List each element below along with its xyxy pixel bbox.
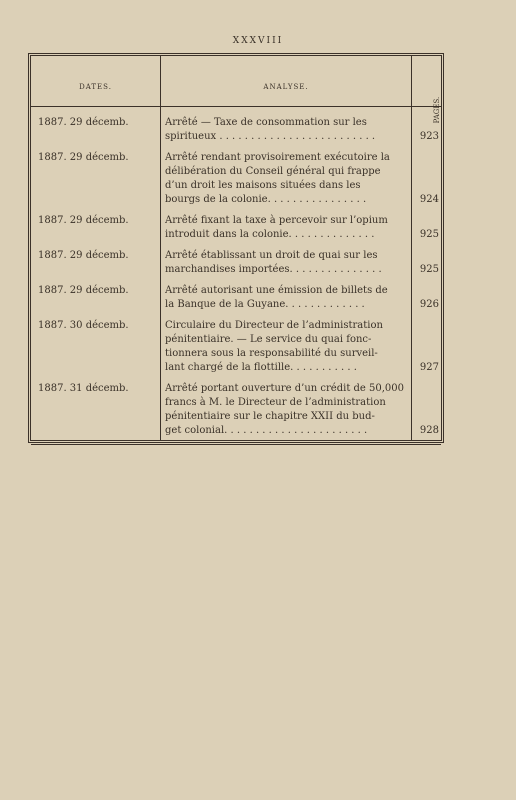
analysis-line: d’un droit les maisons situées dans les xyxy=(165,180,361,191)
analysis-line: délibération du Conseil général qui frappe xyxy=(165,166,381,177)
table-row xyxy=(31,319,441,375)
page-cell: 925 xyxy=(419,264,439,275)
analysis-line: Arrêté — Taxe de consommation sur les xyxy=(165,117,367,128)
dates-column-header: DATES. xyxy=(79,83,112,91)
analysis-line: Circulaire du Directeur de l’administration xyxy=(165,320,383,331)
analysis-cell xyxy=(165,249,407,277)
analysis-cell xyxy=(165,214,407,242)
date-cell: 1887. 29 décemb. xyxy=(38,152,129,163)
date-cell: 1887. 29 décemb. xyxy=(38,215,129,226)
page-cell: 926 xyxy=(419,299,439,310)
table-body xyxy=(31,116,441,445)
date-cell: 1887. 29 décemb. xyxy=(38,285,129,296)
table-row xyxy=(31,284,441,312)
page-cell: 928 xyxy=(419,425,439,436)
table-row xyxy=(31,214,441,242)
analysis-line: bourgs de la colonie. . . . . . . . . . . . . . . . xyxy=(165,194,367,205)
analysis-line: introduit dans la colonie. . . . . . . . . . . . . . xyxy=(165,229,375,240)
analysis-line: pénitentiaire sur le chapitre XXII du bud- xyxy=(165,411,375,422)
page-cell: 925 xyxy=(419,229,439,240)
analysis-line: Arrêté fixant la taxe à percevoir sur l’opium xyxy=(165,215,388,226)
analysis-line: la Banque de la Guyane. . . . . . . . . . . . . xyxy=(165,299,365,310)
date-cell: 1887. 29 décemb. xyxy=(38,250,129,261)
analysis-line: Arrêté portant ouverture d’un crédit de 50,000 xyxy=(165,383,405,394)
page-cell: 923 xyxy=(419,131,439,142)
date-cell: 1887. 29 décemb. xyxy=(38,117,129,128)
table-row xyxy=(31,382,441,438)
analysis-line: Arrêté autorisant une émission de billets de xyxy=(165,285,388,296)
analysis-line: get colonial. . . . . . . . . . . . . . . . . . . . . . . xyxy=(165,425,368,436)
page-number: XXXVIII xyxy=(232,36,284,46)
analysis-line: francs à M. le Directeur de l’administration xyxy=(165,397,386,408)
analysis-line: tionnera sous la responsabilité du surveil- xyxy=(165,348,378,359)
table-row xyxy=(31,249,441,277)
analysis-line: marchandises importées. . . . . . . . . . . . . . . xyxy=(165,264,382,275)
page-cell: 924 xyxy=(419,194,439,205)
pages-column-header: PAGES. xyxy=(433,96,441,124)
analysis-cell xyxy=(165,116,407,144)
analysis-line: Arrêté établissant un droit de quai sur les xyxy=(165,250,378,261)
analysis-cell xyxy=(165,382,407,438)
date-cell: 1887. 31 décemb. xyxy=(38,383,129,394)
analysis-line: pénitentiaire. — Le service du quai fonc- xyxy=(165,334,372,345)
analysis-line: lant chargé de la flottille. . . . . . . . . . . xyxy=(165,362,357,373)
table-row xyxy=(31,151,441,207)
index-table xyxy=(28,53,444,443)
date-cell: 1887. 30 décemb. xyxy=(38,320,129,331)
table-row xyxy=(31,116,441,144)
page-cell: 927 xyxy=(419,362,439,373)
analysis-cell xyxy=(165,319,407,375)
analysis-cell xyxy=(165,151,407,207)
analysis-line: spiritueux . . . . . . . . . . . . . . . . . . . . . . . . . xyxy=(165,131,376,142)
analysis-cell xyxy=(165,284,407,312)
analysis-line: Arrêté rendant provisoirement exécutoire la xyxy=(165,152,390,163)
analysis-column-header: ANALYSE. xyxy=(263,83,309,91)
